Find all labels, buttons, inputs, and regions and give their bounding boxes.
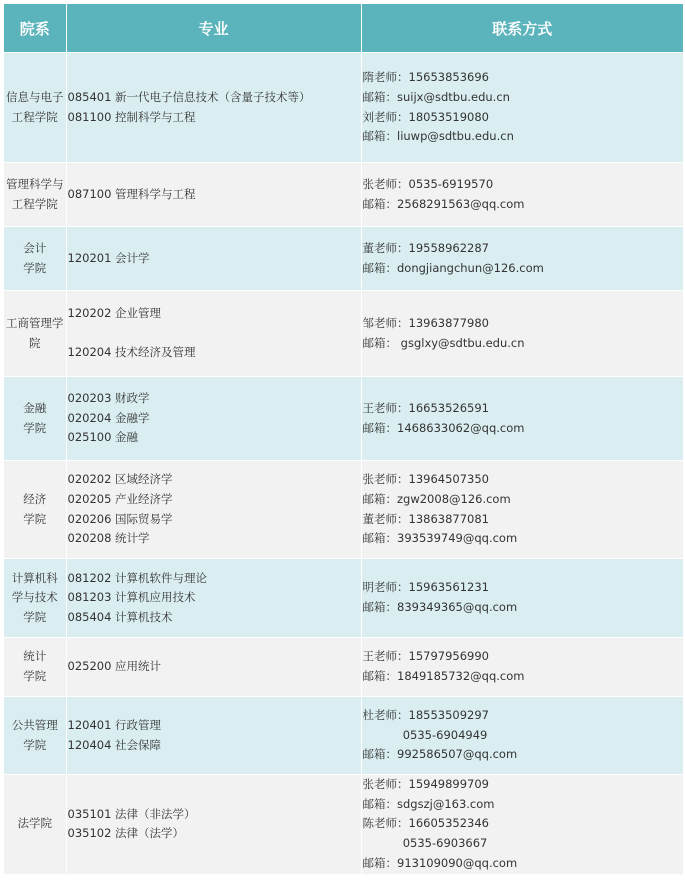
- table-row: [4, 697, 683, 775]
- department-cell-line: 管理科学与: [6, 176, 64, 191]
- department-cell-line: 学院: [23, 260, 47, 275]
- contact-cell-line: 董老师：19558962287: [362, 240, 489, 255]
- table-row: [4, 461, 683, 559]
- majors-cell-line: [68, 324, 361, 344]
- majors-cell-line: 081100 控制科学与工程: [67, 109, 196, 124]
- majors-cell-line: 025100 金融: [67, 430, 139, 445]
- majors-cell-line: 020205 产业经济学: [67, 491, 173, 506]
- department-cell: [4, 291, 66, 377]
- table-row: [4, 291, 683, 377]
- majors-cell: [66, 638, 361, 697]
- majors-cell-line: 020208 统计学: [67, 531, 150, 546]
- contact-cell-line: 0535-6903667: [362, 836, 488, 851]
- contact-cell-line: 张老师：13964507350: [362, 472, 489, 487]
- contact-cell-line: 刘老师：18053519080: [362, 109, 489, 124]
- table-row: [4, 377, 683, 461]
- majors-cell: [66, 559, 361, 638]
- department-cell-line: 学院: [23, 609, 47, 624]
- department-cell: [4, 775, 66, 874]
- header-contact: 联系方式: [361, 4, 683, 53]
- contact-cell-line: 张老师：15949899709: [362, 777, 489, 792]
- department-cell-line: 工商管理学: [6, 315, 64, 330]
- table-body: [4, 53, 683, 874]
- majors-cell: [66, 163, 361, 227]
- contact-cell: [361, 775, 683, 874]
- department-cell: [4, 53, 66, 163]
- contact-cell-line: 邮箱：suijx@sdtbu.edu.cn: [362, 89, 510, 104]
- majors-cell-line: 085404 计算机技术: [67, 609, 173, 624]
- contact-cell-line: 邮箱：992586507@qq.com: [362, 747, 518, 762]
- majors-cell-line: 035102 法律（法学）: [67, 826, 185, 841]
- contact-cell-line: 董老师：13863877081: [362, 511, 489, 526]
- contact-cell-line: 邮箱：sdgszj@163.com: [362, 796, 495, 811]
- department-cell: [4, 559, 66, 638]
- majors-cell-line: 120201 会计学: [67, 250, 150, 265]
- department-cell-line: 工程学院: [11, 109, 58, 124]
- contact-cell: [361, 53, 683, 163]
- contact-cell: [361, 461, 683, 559]
- department-cell-line: 学院: [23, 737, 47, 752]
- header-department: 院系: [4, 4, 66, 53]
- table-row: [4, 163, 683, 227]
- majors-cell: [66, 461, 361, 559]
- table-row: [4, 559, 683, 638]
- majors-cell-line: 020204 金融学: [67, 410, 150, 425]
- department-cell: [4, 377, 66, 461]
- contact-cell-line: 隋老师：15653853696: [362, 70, 489, 85]
- department-cell-line: 信息与电子: [6, 89, 64, 104]
- department-cell-line: 计算机科: [11, 570, 58, 585]
- department-cell-line: 统计: [23, 649, 47, 664]
- graduate-contact-table: [4, 4, 683, 874]
- majors-cell-line: 085401 新一代电子信息技术（含量子技术等）: [67, 89, 311, 104]
- contact-cell-line: 张老师：0535-6919570: [362, 176, 494, 191]
- contact-cell-line: 王老师：16653526591: [362, 400, 489, 415]
- contact-cell-line: 邮箱：liuwp@sdtbu.edu.cn: [362, 129, 514, 144]
- table-row: [4, 775, 683, 874]
- department-cell-line: 学院: [23, 669, 47, 683]
- majors-cell-line: 120401 行政管理: [67, 717, 162, 732]
- majors-cell: [66, 53, 361, 163]
- contact-cell-line: 0535-6904949: [362, 727, 488, 742]
- department-cell-line: 法学院: [17, 816, 52, 831]
- majors-cell-line: 025200 应用统计: [67, 659, 162, 674]
- majors-cell: [66, 775, 361, 874]
- department-cell: [4, 163, 66, 227]
- majors-cell-line: 120202 企业管理: [67, 306, 162, 321]
- majors-cell: [66, 291, 361, 377]
- majors-cell: [66, 227, 361, 291]
- contact-cell: [361, 227, 683, 291]
- department-cell-line: 学院: [23, 511, 47, 526]
- majors-cell: [66, 377, 361, 461]
- contact-cell: [361, 163, 683, 227]
- department-cell-line: 公共管理: [11, 717, 58, 732]
- table-row: [4, 53, 683, 163]
- majors-cell-line: 120204 技术经济及管理: [67, 345, 196, 360]
- table-header-row: [4, 4, 683, 53]
- contact-cell-line: 邮箱：1468633062@qq.com: [362, 420, 525, 435]
- contact-cell-line: 邮箱：2568291563@qq.com: [362, 196, 525, 211]
- table-row: [4, 227, 683, 291]
- department-cell-line: 学院: [23, 420, 47, 435]
- majors-cell-line: 081202 计算机软件与理论: [67, 570, 208, 585]
- contact-cell-line: 邮箱：839349365@qq.com: [362, 600, 518, 614]
- contact-cell: [361, 291, 683, 377]
- contact-cell-line: 陈老师：16605352346: [362, 816, 489, 831]
- majors-cell-line: 087100 管理科学与工程: [67, 186, 196, 201]
- contact-cell-line: 邮箱：1849185732@qq.com: [362, 669, 525, 683]
- majors-cell-line: 020202 区域经济学: [67, 472, 173, 487]
- majors-cell-line: 020206 国际贸易学: [67, 511, 173, 526]
- contact-cell: [361, 638, 683, 697]
- majors-cell-line: 120404 社会保障: [67, 737, 162, 752]
- contact-cell-line: 明老师：15963561231: [362, 580, 489, 595]
- contact-cell-line: 邮箱：dongjiangchun@126.com: [362, 260, 544, 275]
- department-cell-line: 工程学院: [11, 196, 58, 211]
- contact-cell: [361, 377, 683, 461]
- department-cell: [4, 227, 66, 291]
- contact-cell: [361, 697, 683, 775]
- contact-cell-line: 杜老师：18553509297: [362, 708, 489, 723]
- department-cell: [4, 461, 66, 559]
- contact-cell-line: 王老师：15797956990: [362, 649, 489, 664]
- contact-cell-line: 邮箱：393539749@qq.com: [362, 531, 518, 546]
- contact-cell-line: 邮箱： gsglxy@sdtbu.edu.cn: [362, 335, 525, 350]
- majors-cell-line: 020203 财政学: [67, 391, 150, 406]
- table-row: [4, 638, 683, 697]
- contact-cell: [361, 559, 683, 638]
- majors-cell: [66, 697, 361, 775]
- majors-cell-line: 081203 计算机应用技术: [67, 590, 196, 605]
- department-cell-line: 金融: [23, 400, 47, 415]
- contact-cell-line: 邮箱：zgw2008@126.com: [362, 491, 511, 506]
- majors-cell-line: 035101 法律（非法学）: [67, 806, 196, 821]
- department-cell-line: 经济: [23, 491, 47, 506]
- department-cell-line: 院: [29, 335, 41, 350]
- contact-cell-line: 邮箱：913109090@qq.com: [362, 855, 518, 870]
- header-major: 专业: [66, 4, 361, 53]
- department-cell-line: 学与技术: [11, 590, 58, 605]
- department-cell-line: 会计: [23, 240, 47, 255]
- department-cell: [4, 697, 66, 775]
- department-cell: [4, 638, 66, 697]
- contact-cell-line: 邹老师：13963877980: [362, 315, 489, 330]
